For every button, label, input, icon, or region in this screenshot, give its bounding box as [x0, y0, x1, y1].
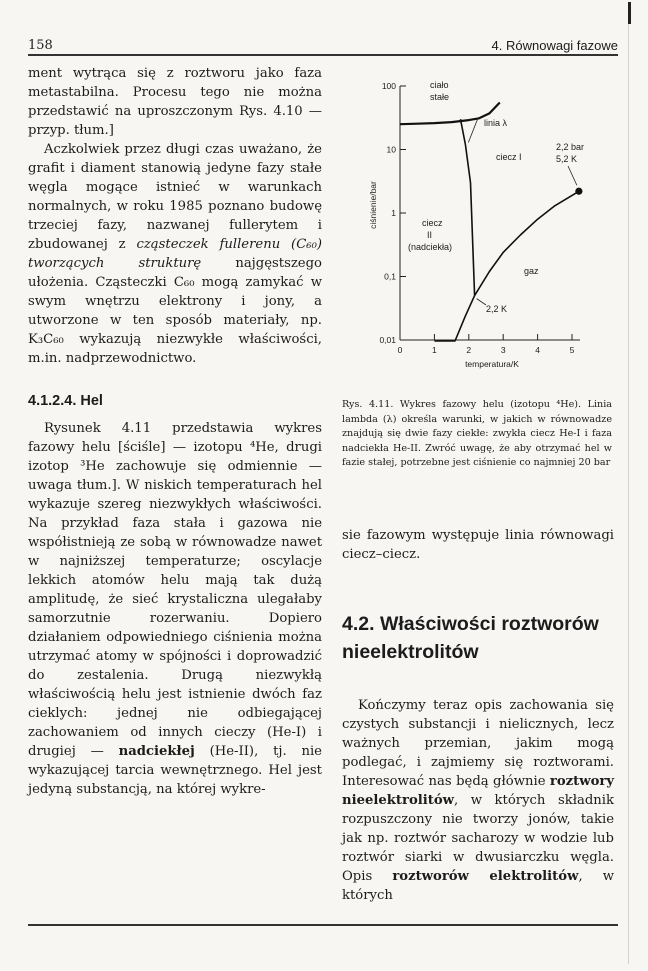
right-column — [342, 526, 614, 905]
x-tick-label: 0 — [397, 345, 403, 355]
label-liquid-2: II — [427, 230, 433, 240]
y-tick-label: 0,1 — [384, 271, 396, 282]
x-axis-label: temperatura/K — [465, 359, 519, 369]
label-gas: gaz — [524, 266, 539, 276]
y-tick-label: 10 — [386, 144, 396, 155]
critical-point-marker — [575, 188, 582, 195]
header-rule — [28, 54, 618, 56]
label-solid: stałe — [430, 92, 450, 102]
label-lambda-line: linia λ — [484, 118, 508, 128]
page-corner-mark — [628, 2, 631, 24]
leader-line — [568, 166, 577, 185]
x-tick-label: 5 — [569, 345, 575, 355]
label-liquid-2: ciecz — [422, 218, 443, 228]
label-lambda-point: 2,2 K — [486, 304, 508, 314]
footer-rule — [28, 924, 618, 926]
page-number: 158 — [28, 38, 53, 53]
x-tick-label: 1 — [432, 345, 437, 355]
y-axis-label: ciśnienie/bar — [368, 181, 378, 229]
x-tick-label: 4 — [535, 345, 540, 355]
label-solid: ciało — [430, 80, 449, 90]
x-tick-label: 3 — [500, 345, 506, 355]
y-tick-label: 1 — [391, 208, 396, 218]
paragraph-fullerene: Aczkolwiek przez długi czas uważano, że grafit i diament stanowią jedyne fazy stałe węgla mogące istnieć w warunkach normalnych, w roku 1985 poznano budowę trzeciej fazy, nazwanej fullerytem i zbudowanej z cząsteczek fullerenu (C₆₀) tworzących strukturę najgęstszego ułożenia. Cząsteczki C₆₀ mogą zamykać w swym wnętrzu elektrony i jony, a utworzone w ten sposób materiały, np. K₃C₆₀ wykazują niezwykłe właściwości, m.in. nadprzewodnictwo. — [28, 142, 323, 366]
paragraph-solutions: Kończymy teraz opis zachowania się czystych substancji i nielicznych, lecz ważnych przemian, jakim mogą podlegać, i zajmiemy się roztworami. Interesować nas będą głównie roztwory nieelektrolitów, w których składnik rozpuszczony nie tworzy jonów, takie jak np. roztwór sacharozy w wodzie lub roztwór siarki w dwusiarczku węgla. Opis roztworów elektrolitów, w których — [342, 698, 615, 903]
phase-diagram-figure — [336, 74, 626, 384]
section-heading-solutions: 4.2. Właściwości roztworów nieelektrolitów — [342, 613, 599, 663]
running-head: 4. Równowagi fazowe — [491, 38, 618, 53]
x-tick-label: 2 — [466, 345, 472, 355]
page-edge-line — [628, 24, 629, 964]
paragraph-fullerene-intro: ment wytrąca się z roztworu jako faza metastabilna. Procesu tego nie można przedstawić na uproszczonym Rys. 4.10 — przyp. tłum.] — [28, 66, 322, 138]
leader-line — [468, 118, 478, 142]
section-heading-hel: 4.1.2.4. Hel — [28, 393, 103, 409]
left-column — [28, 64, 322, 799]
phase-boundary-line — [475, 191, 579, 295]
y-tick-label: 100 — [381, 81, 396, 91]
phase-boundary-line — [461, 119, 475, 295]
leader-line — [477, 299, 486, 305]
paragraph-liquid-liquid: sie fazowym występuje linia równowagi ciecz–ciecz. — [342, 528, 614, 562]
label-liquid-1: ciecz I — [496, 152, 522, 162]
label-critical-pressure: 2,2 bar — [556, 142, 585, 152]
figure-caption: Rys. 4.11. Wykres fazowy helu (izotopu ⁴He). Linia lambda (λ) określa warunki, w jakich w równowadze znajdują się dwie fazy ciekłe: zwykła ciecz He-I i faza nadciekła He-II. Zwróć uwagę, że aby otrzymać hel w fazie stałej, potrzebne jest ciśnienie co najmniej 20 bar — [342, 399, 612, 468]
y-tick-label: 0,01 — [379, 335, 396, 345]
label-liquid-2: (nadciekła) — [408, 242, 453, 252]
label-critical-temperature: 5,2 K — [556, 154, 578, 164]
chart-axes — [379, 81, 580, 355]
paragraph-helium: Rysunek 4.11 przedstawia wykres fazowy helu [ściśle] — izotopu ⁴He, drugi izotop ³He zachowuje się odmiennie — uwaga tłum.]. W niskich temperaturach hel wykazuje szereg niezwykłych właściwości. Na przykład faza stała i gazowa nie współistnieją ze sobą w równowadze nawet w najniższej temperaturze; oscylacje lekkich atomów helu mają tak dużą amplitudę, że sieć krystaliczna ulegałaby samorzutnie rozerwaniu. Dopiero działaniem odpowiedniego ciśnienia można utrzymać atomy w spójności i doprowadzić do zestalenia. Drugą niezwykłą właściwością helu jest istnienie dwóch faz cieklych: jednej nie odbiegającej zachowaniem od innych cieczy (He-I) i drugiej — nadciekłej (He-II), tj. nie wykazującej tarcia wewnętrznego. Hel jest jedyną substancją, na której wykre- — [28, 421, 322, 797]
